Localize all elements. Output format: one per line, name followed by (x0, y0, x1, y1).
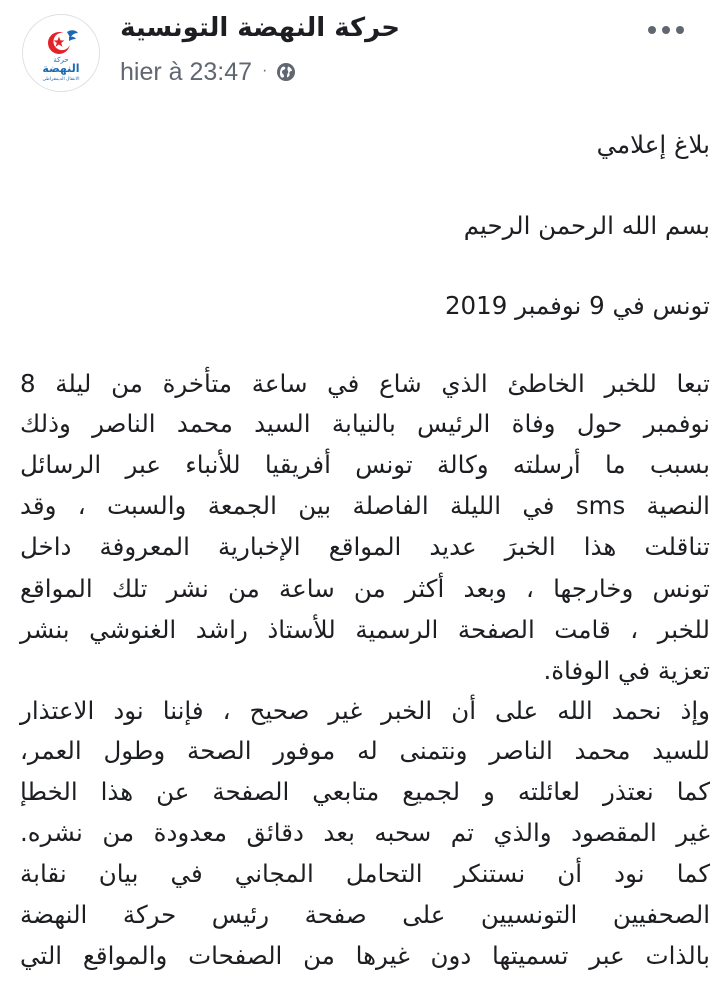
post-text-line: غير المقصود والذي تم سحبه بعد دقائق معدودة من نشره. (20, 818, 710, 847)
page-name-link[interactable]: حركة النهضة التونسية (120, 13, 400, 43)
post-text-line: كما نود أن نستنكر التحامل المجاني في بيان نقابة (20, 859, 710, 888)
more-dot-icon (648, 26, 656, 34)
more-dot-icon (676, 26, 684, 34)
post-text-line: نوفمبر حول وفاة الرئيس بالنيابة السيد محمد الناصر وذلك (20, 409, 710, 438)
post-text-line: الصحفيين التونسيين على صفحة رئيس حركة النهضة (20, 900, 710, 929)
post-text-line: تعزية في الوفاة. (543, 656, 710, 685)
more-options-button[interactable] (636, 12, 696, 48)
post-text-line: كما نعتذر لعائلته و لجميع متابعي الصفحة عن هذا الخطإ (20, 777, 710, 806)
page-avatar[interactable] (22, 14, 100, 92)
more-dot-icon (662, 26, 670, 34)
post-meta (120, 56, 296, 88)
post-text-line: للخبر ، قامت الصفحة الرسمية للأستاذ راشد الغنوشي بنشر (20, 615, 710, 644)
post-text-line: تناقلت هذا الخبرَ عديد المواقع الإخبارية المعروفة داخل (20, 532, 710, 561)
meta-separator: · (262, 62, 268, 79)
ennahdha-logo-icon (23, 15, 99, 91)
post-text-line: تونس وخارجها ، وبعد أكثر من ساعة من نشر تلك المواقع (20, 574, 710, 603)
post-header (0, 0, 720, 100)
post-text-line: وإذ نحمد الله على أن الخبر غير صحيح ، فإننا نود الاعتذار (20, 696, 710, 725)
post-text-line: تبعا للخبر الخاطئ الذي شاع في ساعة متأخرة من ليلة 8 (20, 369, 710, 398)
post-timestamp[interactable]: hier à 23:47 (120, 57, 253, 86)
post-text-line: النصية sms في الليلة الفاصلة بين الجمعة والسبت ، وقد (20, 491, 710, 520)
globe-icon[interactable] (276, 62, 296, 82)
logo-word-2: النهضة (42, 62, 80, 75)
post-text-line: للسيد محمد الناصر ونتمنى له موفور الصحة وطول العمر، (20, 736, 710, 765)
post-text-line: بسم الله الرحمن الرحيم (463, 211, 710, 240)
post-text-line: بلاغ إعلامي (596, 130, 710, 159)
logo-word-1: حركة (53, 56, 69, 64)
post-text-line: بسبب ما أرسلته وكالة تونس أفريقيا للأنباء عبر الرسائل (20, 450, 710, 479)
logo-word-3: الانتقال الديمقراطي (42, 77, 80, 82)
post-text-line: تونس في 9 نوفمبر 2019 (444, 291, 710, 320)
post-text-line: بالذات عبر تسميتها دون غيرها من الصفحات والمواقع التي (20, 941, 710, 970)
